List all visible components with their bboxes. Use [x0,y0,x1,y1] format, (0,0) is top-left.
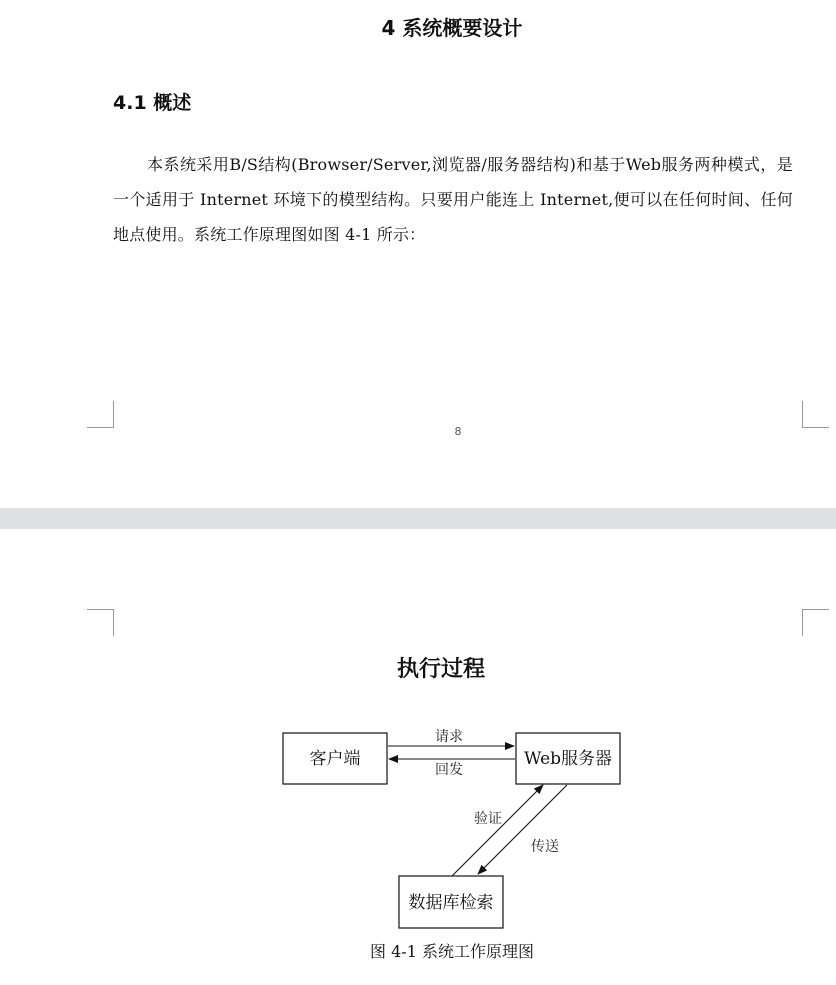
node-client-label: 客户端 [309,749,361,769]
chapter-title: 4 系统概要设计 [381,16,523,40]
page-number: 8 [454,425,462,438]
body-paragraph: 本系统采用B/S结构(Browser/Server,浏览器/服务器结构)和基于Web服务两种模式，是一个适用于 Internet 环境下的模型结构。只要用户能连上 Internet,便可以在任何时间、任何地点使用。系统工作原理图如图 4-1 所示： [113,155,793,244]
edge-transmit-label: 传送 [531,839,559,855]
node-database-label: 数据库检索 [408,893,494,913]
edge-transmit-arrow [478,785,567,874]
node-client [283,733,387,784]
node-database [399,876,503,928]
edge-request-label: 请求 [435,729,463,745]
section-title: 4.1 概述 [113,92,192,114]
edge-verify-label: 验证 [474,811,502,827]
edge-verify-arrow [452,785,543,876]
figure-heading: 执行过程 [396,656,485,682]
node-web-server [516,733,620,784]
figure-caption: 图 4-1 系统工作原理图 [370,942,534,961]
node-web-server-label: Web服务器 [523,749,613,769]
edge-response-label: 回发 [435,762,463,778]
